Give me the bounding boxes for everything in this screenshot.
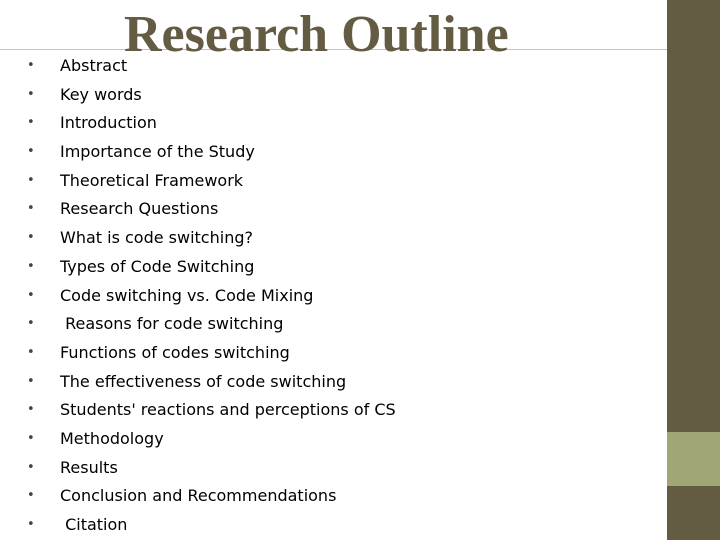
list-item-text: What is code switching? [60, 228, 253, 248]
list-item [27, 368, 396, 397]
list-item [27, 253, 396, 282]
list-item-text: Citation [60, 515, 128, 534]
list-item-text: Code switching vs. Code Mixing [60, 285, 314, 305]
bullet-icon: • [27, 287, 35, 303]
bullet-icon: • [27, 258, 35, 274]
bullet-icon: • [27, 430, 35, 446]
bullet-icon: • [27, 58, 35, 73]
list-item [27, 195, 396, 224]
list-item [27, 339, 396, 368]
list-item-text: Conclusion and Recommendations [60, 486, 337, 506]
list-item [27, 454, 396, 483]
list-item [27, 81, 396, 110]
list-item-text: Types of Code Switching [60, 256, 255, 276]
list-item-text: Key words [60, 84, 142, 104]
list-item [27, 482, 396, 511]
bullet-icon: • [27, 172, 35, 188]
bullet-icon: • [27, 459, 35, 475]
side-decoration-block [667, 432, 720, 486]
list-item-text: Students' reactions and perceptions of CS [60, 400, 396, 420]
list-item [27, 396, 396, 425]
list-item-text: Reasons for code switching [60, 314, 284, 334]
list-item-text: Results [60, 457, 118, 477]
bullet-icon: • [27, 86, 35, 102]
list-item [27, 425, 396, 454]
bullet-icon: • [27, 488, 35, 504]
bullet-icon: • [27, 230, 35, 246]
bullet-icon: • [27, 144, 35, 160]
list-item-text: Introduction [60, 113, 157, 133]
list-item-text: Methodology [60, 428, 164, 448]
bullet-icon: • [27, 316, 35, 332]
bullet-icon: • [27, 373, 35, 389]
list-item [27, 109, 396, 138]
outline-list [27, 52, 396, 540]
list-item [27, 138, 396, 167]
bullet-icon: • [27, 115, 35, 131]
bullet-icon: • [27, 517, 35, 532]
slide-title: Research Outline [124, 6, 509, 63]
bullet-icon: • [27, 402, 35, 418]
list-item [27, 224, 396, 253]
list-item-text: The effectiveness of code switching [60, 371, 347, 391]
list-item-text: Research Questions [60, 199, 219, 219]
list-item [27, 282, 396, 311]
list-item [27, 310, 396, 339]
list-item-text: Abstract [60, 56, 128, 75]
list-item [27, 167, 396, 196]
bullet-icon: • [27, 344, 35, 360]
list-item [27, 52, 396, 81]
list-item [27, 511, 396, 540]
list-item-text: Functions of codes switching [60, 342, 290, 362]
bullet-icon: • [27, 201, 35, 217]
list-item-text: Importance of the Study [60, 142, 255, 162]
list-item-text: Theoretical Framework [60, 170, 244, 190]
